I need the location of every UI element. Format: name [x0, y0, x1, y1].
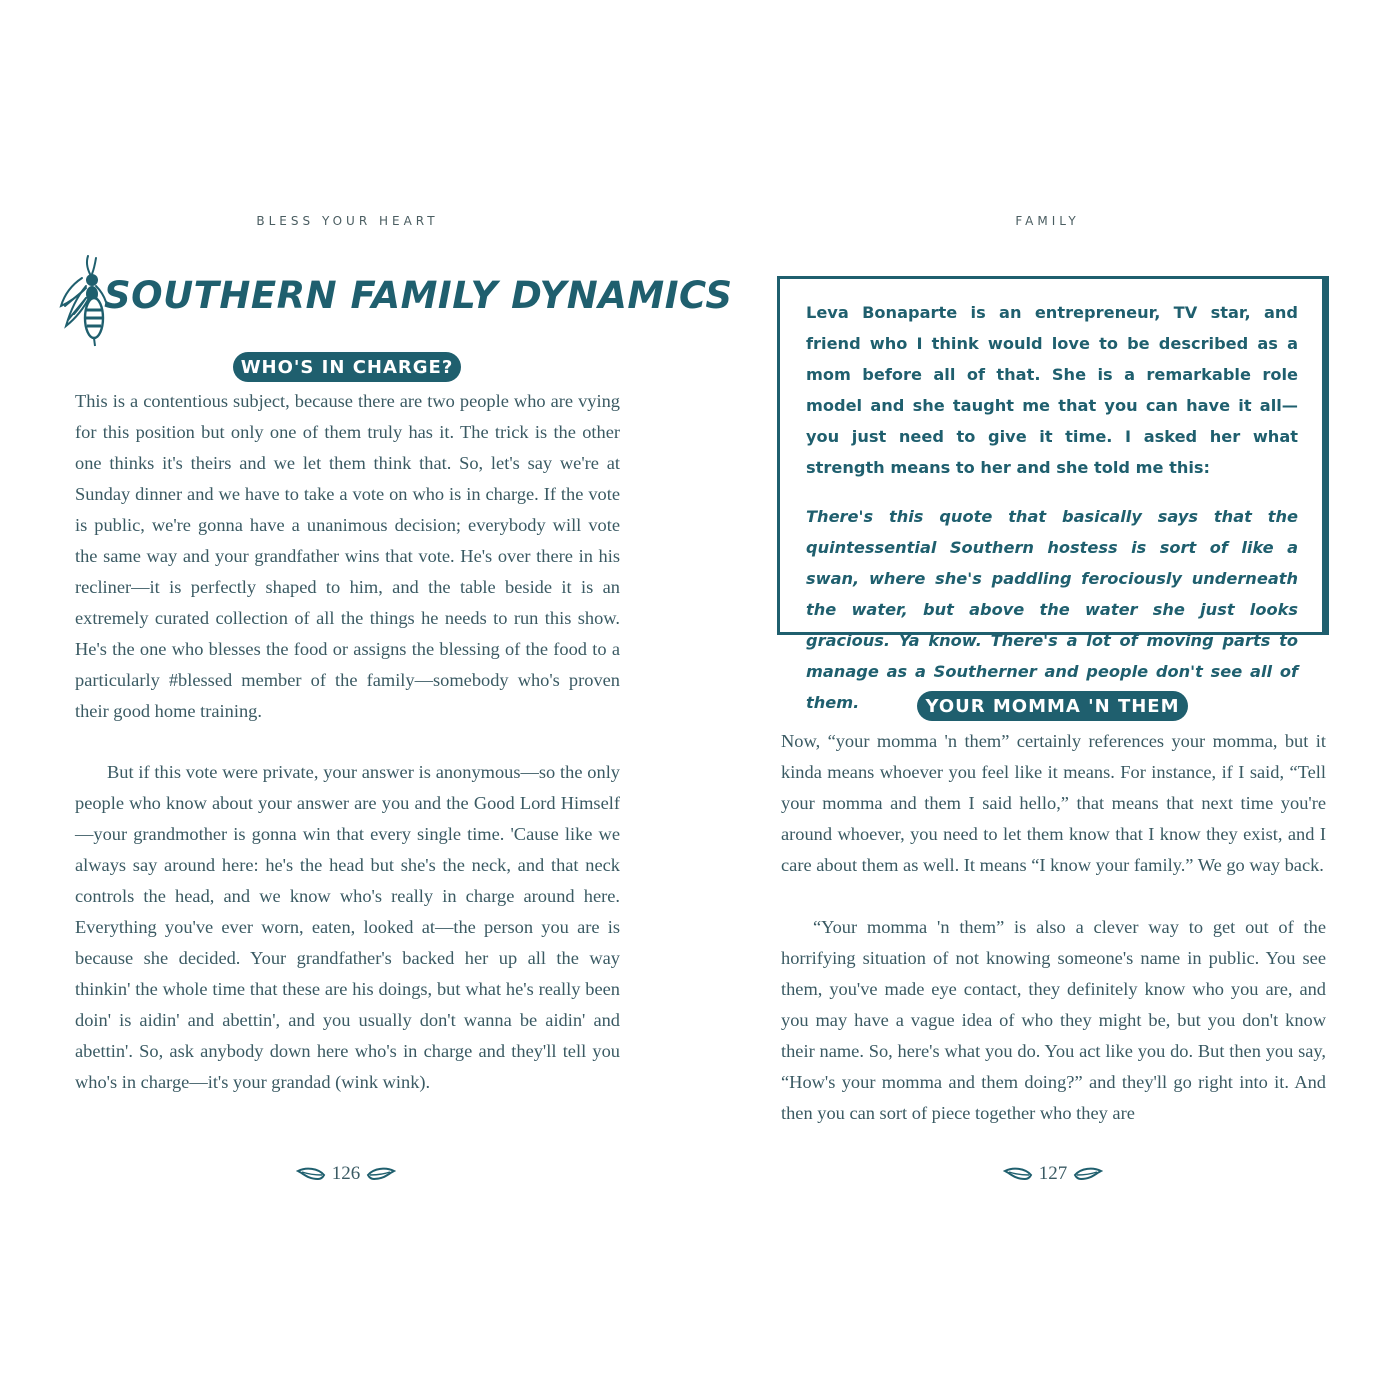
page-number: 126	[331, 1163, 361, 1184]
running-head-right: FAMILY	[1015, 214, 1080, 228]
right-page	[700, 0, 1400, 1400]
page-folio-left	[0, 1163, 696, 1185]
body-paragraph-2: But if this vote were private, your answer is anonymous—so the only people who know about your answer are you and the Good Lord Himself—your grandmother is gonna win that every single time. 'Cause like we always say around here: he's the head but she's the neck, and that neck controls the head, and we know who's really in charge around here. Everything you've ever worn, eaten, looked at—the person you are is because she decided. Your grandfather's backed her up all the way thinkin' the whole time that these are his doings, but what he's really been doin' is aidin' and abettin', and you usually don't wanna be aidin' and abettin'. So, ask anybody down here who's in charge and they'll tell you who's in charge—it's your grandad (wink wink).	[75, 762, 620, 1092]
wing-icon	[296, 1166, 326, 1182]
body-paragraph-3: Now, “your momma 'n them” certainly references your momma, but it kinda means whoever you feel like it means. For instance, if I said, “Tell your momma and them I said hello,” that means that next time you're around whoever, you need to let them know that I know they exist, and I care about them as well. It means “I know your family.” We go way back.	[781, 731, 1326, 875]
wing-icon	[366, 1166, 396, 1182]
page-number: 127	[1038, 1163, 1068, 1184]
body-paragraph-1: This is a contentious subject, because there are two people who are vying for this position but only one of them truly has it. The trick is the other one thinks it's theirs and we let them think that. So, let's say we're at Sunday dinner and we have to take a vote on who is in charge. If the vote is public, we're gonna have a unanimous decision; everybody will vote the same way and your grandfather wins that vote. He's over there in his recliner—it is perfectly shaped to him, and the table beside it is an extremely curated collection of all the things he needs to run this show. He's the one who blesses the food or assigns the blessing of the food to a particularly #blessed member of the family—somebody who's proven their good home training.	[75, 391, 620, 721]
section-heading-whos-in-charge: WHO'S IN CHARGE?	[233, 352, 461, 382]
chapter-title: SOUTHERN FAMILY DYNAMICS	[104, 274, 733, 317]
section-heading-your-momma-n-them: YOUR MOMMA 'N THEM	[917, 691, 1188, 721]
body-paragraph-4: “Your momma 'n them” is also a clever way to get out of the horrifying situation of not knowing someone's name in public. You see them, you've made eye contact, they definitely know who you are, and you may have a vague idea of who they might be, but you don't know their name. So, here's what you do. You act like you do. But then you say, “How's your momma and them doing?” and they'll go right into it. And then you can sort of piece together who they are	[781, 917, 1326, 1123]
running-head-left: BLESS YOUR HEART	[256, 214, 439, 228]
wing-icon	[1073, 1166, 1103, 1182]
page-folio-right	[703, 1163, 1400, 1185]
sidebar-quote: There's this quote that basically says that the quintessential Southern hostess is sort of like a swan, where she's paddling ferociously underneath the water, but above the water she just looks gracious. Ya know. There's a lot of moving parts to manage as a Southerner and people don't see all of them.	[806, 507, 1298, 712]
chapter-title-block	[56, 252, 733, 352]
wing-icon	[1003, 1166, 1033, 1182]
sidebar-intro: Leva Bonaparte is an entrepreneur, TV star, and friend who I think would love to be described as a mom before all of that. She is a remarkable role model and she taught me that you can have it all—you just need to give it time. I asked her what strength means to her and she told me this:	[806, 303, 1298, 477]
